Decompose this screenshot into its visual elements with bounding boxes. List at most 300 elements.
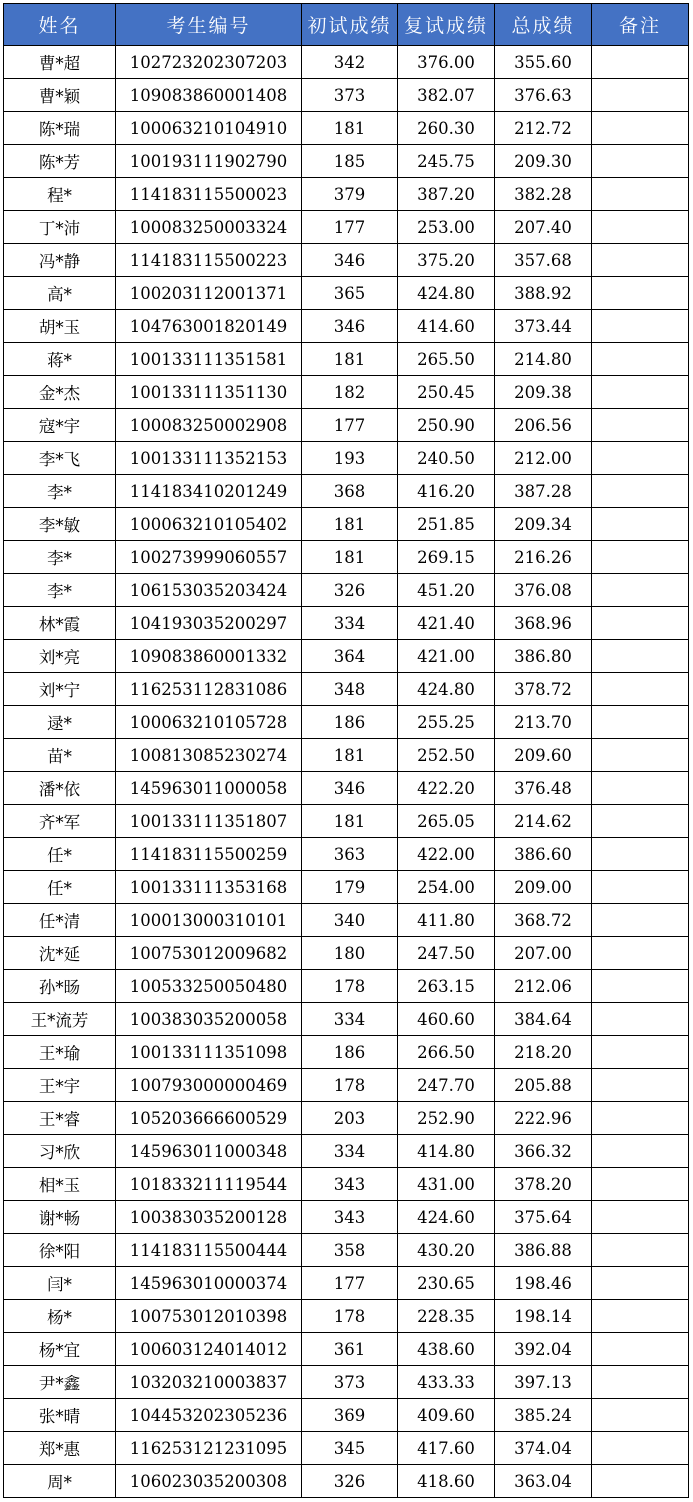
cell-remarks xyxy=(592,1432,689,1465)
cell-remarks xyxy=(592,871,689,904)
cell-retest-score: 230.65 xyxy=(398,1267,495,1300)
cell-total-score: 212.72 xyxy=(495,112,592,145)
cell-total-score: 384.64 xyxy=(495,1003,592,1036)
table-row xyxy=(4,772,689,805)
cell-name: 林*霞 xyxy=(4,607,116,640)
table-row xyxy=(4,838,689,871)
cell-retest-score: 265.05 xyxy=(398,805,495,838)
cell-retest-score: 424.80 xyxy=(398,277,495,310)
cell-total-score: 386.80 xyxy=(495,640,592,673)
cell-remarks xyxy=(592,508,689,541)
cell-total-score: 374.04 xyxy=(495,1432,592,1465)
cell-retest-score: 240.50 xyxy=(398,442,495,475)
cell-retest-score: 228.35 xyxy=(398,1300,495,1333)
cell-total-score: 397.13 xyxy=(495,1366,592,1399)
cell-total-score: 378.20 xyxy=(495,1168,592,1201)
cell-name: 刘*宁 xyxy=(4,673,116,706)
cell-candidate-id: 100133111353168 xyxy=(116,871,302,904)
cell-candidate-id: 106153035203424 xyxy=(116,574,302,607)
cell-total-score: 373.44 xyxy=(495,310,592,343)
cell-preliminary-score: 343 xyxy=(302,1201,398,1234)
cell-candidate-id: 100603124014012 xyxy=(116,1333,302,1366)
cell-preliminary-score: 364 xyxy=(302,640,398,673)
cell-candidate-id: 145963010000374 xyxy=(116,1267,302,1300)
cell-candidate-id: 114183115500023 xyxy=(116,178,302,211)
cell-name: 闫* xyxy=(4,1267,116,1300)
cell-name: 杨* xyxy=(4,1300,116,1333)
cell-name: 陈*瑞 xyxy=(4,112,116,145)
cell-preliminary-score: 373 xyxy=(302,79,398,112)
cell-retest-score: 424.80 xyxy=(398,673,495,706)
cell-total-score: 214.80 xyxy=(495,343,592,376)
cell-preliminary-score: 181 xyxy=(302,739,398,772)
cell-preliminary-score: 368 xyxy=(302,475,398,508)
cell-candidate-id: 106023035200308 xyxy=(116,1465,302,1498)
cell-candidate-id: 109083860001408 xyxy=(116,79,302,112)
cell-remarks xyxy=(592,772,689,805)
cell-remarks xyxy=(592,46,689,79)
table-row xyxy=(4,607,689,640)
cell-candidate-id: 100793000000469 xyxy=(116,1069,302,1102)
cell-remarks xyxy=(592,838,689,871)
cell-preliminary-score: 181 xyxy=(302,805,398,838)
cell-retest-score: 382.07 xyxy=(398,79,495,112)
cell-preliminary-score: 178 xyxy=(302,1069,398,1102)
table-row xyxy=(4,508,689,541)
table-row xyxy=(4,79,689,112)
cell-preliminary-score: 334 xyxy=(302,1135,398,1168)
table-row xyxy=(4,1234,689,1267)
cell-retest-score: 250.90 xyxy=(398,409,495,442)
table-row xyxy=(4,1399,689,1432)
cell-name: 王*睿 xyxy=(4,1102,116,1135)
cell-name: 尹*鑫 xyxy=(4,1366,116,1399)
cell-name: 曹*颖 xyxy=(4,79,116,112)
cell-total-score: 386.88 xyxy=(495,1234,592,1267)
table-row xyxy=(4,211,689,244)
table-row xyxy=(4,1036,689,1069)
cell-total-score: 368.96 xyxy=(495,607,592,640)
cell-remarks xyxy=(592,607,689,640)
cell-remarks xyxy=(592,805,689,838)
cell-remarks xyxy=(592,1465,689,1498)
cell-total-score: 222.96 xyxy=(495,1102,592,1135)
cell-candidate-id: 100753012010398 xyxy=(116,1300,302,1333)
cell-retest-score: 250.45 xyxy=(398,376,495,409)
cell-name: 郑*惠 xyxy=(4,1432,116,1465)
cell-retest-score: 263.15 xyxy=(398,970,495,1003)
cell-preliminary-score: 345 xyxy=(302,1432,398,1465)
cell-retest-score: 252.90 xyxy=(398,1102,495,1135)
cell-candidate-id: 114183410201249 xyxy=(116,475,302,508)
cell-total-score: 366.32 xyxy=(495,1135,592,1168)
cell-name: 李*敏 xyxy=(4,508,116,541)
cell-retest-score: 254.00 xyxy=(398,871,495,904)
cell-name: 习*欣 xyxy=(4,1135,116,1168)
cell-total-score: 218.20 xyxy=(495,1036,592,1069)
cell-retest-score: 414.80 xyxy=(398,1135,495,1168)
cell-name: 任*清 xyxy=(4,904,116,937)
cell-remarks xyxy=(592,1399,689,1432)
cell-candidate-id: 100063210105728 xyxy=(116,706,302,739)
table-row xyxy=(4,409,689,442)
cell-preliminary-score: 177 xyxy=(302,409,398,442)
table-row xyxy=(4,475,689,508)
cell-remarks xyxy=(592,1300,689,1333)
cell-name: 冯*静 xyxy=(4,244,116,277)
cell-total-score: 363.04 xyxy=(495,1465,592,1498)
cell-remarks xyxy=(592,970,689,1003)
table-row xyxy=(4,805,689,838)
cell-candidate-id: 145963011000348 xyxy=(116,1135,302,1168)
cell-retest-score: 421.40 xyxy=(398,607,495,640)
cell-name: 徐*阳 xyxy=(4,1234,116,1267)
cell-candidate-id: 114183115500259 xyxy=(116,838,302,871)
cell-remarks xyxy=(592,1003,689,1036)
score-table xyxy=(3,3,689,1498)
cell-name: 陈*芳 xyxy=(4,145,116,178)
cell-name: 李* xyxy=(4,574,116,607)
cell-name: 曹*超 xyxy=(4,46,116,79)
cell-retest-score: 387.20 xyxy=(398,178,495,211)
cell-remarks xyxy=(592,904,689,937)
cell-preliminary-score: 186 xyxy=(302,706,398,739)
cell-preliminary-score: 346 xyxy=(302,772,398,805)
cell-retest-score: 417.60 xyxy=(398,1432,495,1465)
cell-preliminary-score: 193 xyxy=(302,442,398,475)
table-row xyxy=(4,178,689,211)
cell-candidate-id: 100133111352153 xyxy=(116,442,302,475)
cell-preliminary-score: 178 xyxy=(302,1300,398,1333)
cell-total-score: 207.00 xyxy=(495,937,592,970)
cell-total-score: 198.14 xyxy=(495,1300,592,1333)
cell-remarks xyxy=(592,1366,689,1399)
cell-name: 寇*宇 xyxy=(4,409,116,442)
cell-remarks xyxy=(592,211,689,244)
cell-candidate-id: 114183115500444 xyxy=(116,1234,302,1267)
cell-remarks xyxy=(592,112,689,145)
cell-remarks xyxy=(592,1069,689,1102)
cell-total-score: 387.28 xyxy=(495,475,592,508)
cell-retest-score: 451.20 xyxy=(398,574,495,607)
cell-total-score: 392.04 xyxy=(495,1333,592,1366)
cell-name: 李*飞 xyxy=(4,442,116,475)
cell-candidate-id: 100203112001371 xyxy=(116,277,302,310)
cell-remarks xyxy=(592,706,689,739)
cell-name: 杨*宜 xyxy=(4,1333,116,1366)
table-row xyxy=(4,442,689,475)
cell-name: 王*宇 xyxy=(4,1069,116,1102)
cell-total-score: 213.70 xyxy=(495,706,592,739)
cell-preliminary-score: 361 xyxy=(302,1333,398,1366)
cell-name: 王*流芳 xyxy=(4,1003,116,1036)
cell-total-score: 376.48 xyxy=(495,772,592,805)
cell-name: 苗* xyxy=(4,739,116,772)
header-row xyxy=(4,4,689,46)
table-row xyxy=(4,1003,689,1036)
table-row xyxy=(4,1267,689,1300)
table-row xyxy=(4,1366,689,1399)
cell-name: 高* xyxy=(4,277,116,310)
cell-retest-score: 424.60 xyxy=(398,1201,495,1234)
cell-candidate-id: 116253112831086 xyxy=(116,673,302,706)
cell-remarks xyxy=(592,541,689,574)
cell-retest-score: 422.00 xyxy=(398,838,495,871)
cell-candidate-id: 116253121231095 xyxy=(116,1432,302,1465)
cell-total-score: 198.46 xyxy=(495,1267,592,1300)
cell-remarks xyxy=(592,640,689,673)
cell-total-score: 209.60 xyxy=(495,739,592,772)
table-row xyxy=(4,112,689,145)
header-name: 姓名 xyxy=(4,4,116,46)
cell-retest-score: 438.60 xyxy=(398,1333,495,1366)
cell-candidate-id: 100133111351581 xyxy=(116,343,302,376)
header-total-score: 总成绩 xyxy=(495,4,592,46)
cell-name: 王*瑜 xyxy=(4,1036,116,1069)
cell-retest-score: 416.20 xyxy=(398,475,495,508)
cell-candidate-id: 100133111351130 xyxy=(116,376,302,409)
table-row xyxy=(4,1300,689,1333)
cell-candidate-id: 114183115500223 xyxy=(116,244,302,277)
table-row xyxy=(4,1432,689,1465)
cell-name: 刘*亮 xyxy=(4,640,116,673)
cell-total-score: 209.30 xyxy=(495,145,592,178)
table-row xyxy=(4,310,689,343)
table-row xyxy=(4,706,689,739)
cell-retest-score: 460.60 xyxy=(398,1003,495,1036)
table-row xyxy=(4,1465,689,1498)
cell-remarks xyxy=(592,409,689,442)
cell-name: 沈*延 xyxy=(4,937,116,970)
header-retest-score: 复试成绩 xyxy=(398,4,495,46)
cell-retest-score: 376.00 xyxy=(398,46,495,79)
cell-total-score: 376.08 xyxy=(495,574,592,607)
table-row xyxy=(4,640,689,673)
cell-total-score: 205.88 xyxy=(495,1069,592,1102)
table-row xyxy=(4,673,689,706)
cell-retest-score: 247.50 xyxy=(398,937,495,970)
table-row xyxy=(4,871,689,904)
cell-preliminary-score: 203 xyxy=(302,1102,398,1135)
cell-total-score: 355.60 xyxy=(495,46,592,79)
cell-retest-score: 266.50 xyxy=(398,1036,495,1069)
cell-candidate-id: 100133111351098 xyxy=(116,1036,302,1069)
cell-total-score: 357.68 xyxy=(495,244,592,277)
cell-preliminary-score: 326 xyxy=(302,1465,398,1498)
table-header xyxy=(4,4,689,46)
cell-remarks xyxy=(592,1333,689,1366)
cell-name: 李* xyxy=(4,475,116,508)
cell-preliminary-score: 346 xyxy=(302,310,398,343)
cell-name: 李* xyxy=(4,541,116,574)
cell-name: 金*杰 xyxy=(4,376,116,409)
cell-candidate-id: 100813085230274 xyxy=(116,739,302,772)
cell-candidate-id: 100013000310101 xyxy=(116,904,302,937)
table-row xyxy=(4,541,689,574)
table-row xyxy=(4,1069,689,1102)
cell-preliminary-score: 348 xyxy=(302,673,398,706)
cell-candidate-id: 103203210003837 xyxy=(116,1366,302,1399)
cell-total-score: 209.38 xyxy=(495,376,592,409)
cell-candidate-id: 100063210105402 xyxy=(116,508,302,541)
cell-preliminary-score: 334 xyxy=(302,1003,398,1036)
cell-name: 孙*旸 xyxy=(4,970,116,1003)
table-row xyxy=(4,904,689,937)
table-row xyxy=(4,1333,689,1366)
cell-total-score: 207.40 xyxy=(495,211,592,244)
score-table-container xyxy=(3,3,689,1498)
cell-total-score: 214.62 xyxy=(495,805,592,838)
table-row xyxy=(4,937,689,970)
cell-retest-score: 251.85 xyxy=(398,508,495,541)
cell-preliminary-score: 343 xyxy=(302,1168,398,1201)
cell-preliminary-score: 181 xyxy=(302,508,398,541)
cell-retest-score: 260.30 xyxy=(398,112,495,145)
cell-remarks xyxy=(592,79,689,112)
cell-name: 任* xyxy=(4,871,116,904)
table-row xyxy=(4,1168,689,1201)
cell-total-score: 216.26 xyxy=(495,541,592,574)
cell-remarks xyxy=(592,277,689,310)
table-body xyxy=(4,46,689,1498)
table-row xyxy=(4,1135,689,1168)
table-row xyxy=(4,277,689,310)
cell-preliminary-score: 346 xyxy=(302,244,398,277)
cell-candidate-id: 100083250003324 xyxy=(116,211,302,244)
cell-retest-score: 418.60 xyxy=(398,1465,495,1498)
cell-preliminary-score: 326 xyxy=(302,574,398,607)
cell-remarks xyxy=(592,739,689,772)
header-remarks: 备注 xyxy=(592,4,689,46)
cell-candidate-id: 100273999060557 xyxy=(116,541,302,574)
cell-total-score: 382.28 xyxy=(495,178,592,211)
cell-preliminary-score: 177 xyxy=(302,1267,398,1300)
cell-total-score: 375.64 xyxy=(495,1201,592,1234)
cell-remarks xyxy=(592,1267,689,1300)
cell-preliminary-score: 178 xyxy=(302,970,398,1003)
cell-total-score: 378.72 xyxy=(495,673,592,706)
cell-preliminary-score: 342 xyxy=(302,46,398,79)
cell-name: 任* xyxy=(4,838,116,871)
table-row xyxy=(4,574,689,607)
cell-total-score: 385.24 xyxy=(495,1399,592,1432)
cell-candidate-id: 100383035200128 xyxy=(116,1201,302,1234)
cell-retest-score: 269.15 xyxy=(398,541,495,574)
cell-name: 周* xyxy=(4,1465,116,1498)
header-preliminary-score: 初试成绩 xyxy=(302,4,398,46)
cell-preliminary-score: 373 xyxy=(302,1366,398,1399)
cell-name: 谢*畅 xyxy=(4,1201,116,1234)
cell-remarks xyxy=(592,145,689,178)
cell-total-score: 212.06 xyxy=(495,970,592,1003)
cell-remarks xyxy=(592,1036,689,1069)
cell-retest-score: 252.50 xyxy=(398,739,495,772)
cell-retest-score: 375.20 xyxy=(398,244,495,277)
cell-preliminary-score: 180 xyxy=(302,937,398,970)
cell-preliminary-score: 358 xyxy=(302,1234,398,1267)
cell-preliminary-score: 177 xyxy=(302,211,398,244)
table-row xyxy=(4,343,689,376)
cell-retest-score: 255.25 xyxy=(398,706,495,739)
cell-preliminary-score: 181 xyxy=(302,112,398,145)
cell-preliminary-score: 379 xyxy=(302,178,398,211)
cell-preliminary-score: 181 xyxy=(302,343,398,376)
cell-total-score: 209.00 xyxy=(495,871,592,904)
cell-preliminary-score: 182 xyxy=(302,376,398,409)
cell-candidate-id: 104763001820149 xyxy=(116,310,302,343)
cell-candidate-id: 100383035200058 xyxy=(116,1003,302,1036)
table-row xyxy=(4,1102,689,1135)
cell-preliminary-score: 179 xyxy=(302,871,398,904)
cell-retest-score: 253.00 xyxy=(398,211,495,244)
cell-preliminary-score: 334 xyxy=(302,607,398,640)
cell-preliminary-score: 363 xyxy=(302,838,398,871)
cell-preliminary-score: 186 xyxy=(302,1036,398,1069)
cell-retest-score: 245.75 xyxy=(398,145,495,178)
cell-remarks xyxy=(592,1201,689,1234)
cell-candidate-id: 109083860001332 xyxy=(116,640,302,673)
cell-remarks xyxy=(592,244,689,277)
cell-total-score: 206.56 xyxy=(495,409,592,442)
cell-preliminary-score: 365 xyxy=(302,277,398,310)
cell-retest-score: 430.20 xyxy=(398,1234,495,1267)
cell-preliminary-score: 185 xyxy=(302,145,398,178)
cell-remarks xyxy=(592,310,689,343)
cell-candidate-id: 100193111902790 xyxy=(116,145,302,178)
cell-remarks xyxy=(592,1102,689,1135)
cell-remarks xyxy=(592,1168,689,1201)
cell-retest-score: 247.70 xyxy=(398,1069,495,1102)
cell-remarks xyxy=(592,937,689,970)
table-row xyxy=(4,145,689,178)
cell-candidate-id: 100063210104910 xyxy=(116,112,302,145)
cell-retest-score: 411.80 xyxy=(398,904,495,937)
cell-name: 逯* xyxy=(4,706,116,739)
cell-name: 相*玉 xyxy=(4,1168,116,1201)
table-row xyxy=(4,376,689,409)
table-row xyxy=(4,46,689,79)
header-candidate-id: 考生编号 xyxy=(116,4,302,46)
cell-name: 胡*玉 xyxy=(4,310,116,343)
cell-candidate-id: 100083250002908 xyxy=(116,409,302,442)
cell-total-score: 368.72 xyxy=(495,904,592,937)
cell-remarks xyxy=(592,343,689,376)
cell-candidate-id: 102723202307203 xyxy=(116,46,302,79)
cell-retest-score: 421.00 xyxy=(398,640,495,673)
cell-name: 潘*依 xyxy=(4,772,116,805)
cell-total-score: 386.60 xyxy=(495,838,592,871)
cell-candidate-id: 105203666600529 xyxy=(116,1102,302,1135)
cell-candidate-id: 100753012009682 xyxy=(116,937,302,970)
cell-preliminary-score: 369 xyxy=(302,1399,398,1432)
cell-candidate-id: 145963011000058 xyxy=(116,772,302,805)
cell-remarks xyxy=(592,1135,689,1168)
cell-remarks xyxy=(592,376,689,409)
cell-name: 齐*军 xyxy=(4,805,116,838)
cell-remarks xyxy=(592,673,689,706)
table-row xyxy=(4,739,689,772)
cell-total-score: 209.34 xyxy=(495,508,592,541)
table-row xyxy=(4,970,689,1003)
cell-remarks xyxy=(592,178,689,211)
cell-remarks xyxy=(592,442,689,475)
cell-retest-score: 409.60 xyxy=(398,1399,495,1432)
cell-candidate-id: 101833211119544 xyxy=(116,1168,302,1201)
cell-remarks xyxy=(592,574,689,607)
cell-preliminary-score: 340 xyxy=(302,904,398,937)
cell-preliminary-score: 181 xyxy=(302,541,398,574)
cell-total-score: 212.00 xyxy=(495,442,592,475)
